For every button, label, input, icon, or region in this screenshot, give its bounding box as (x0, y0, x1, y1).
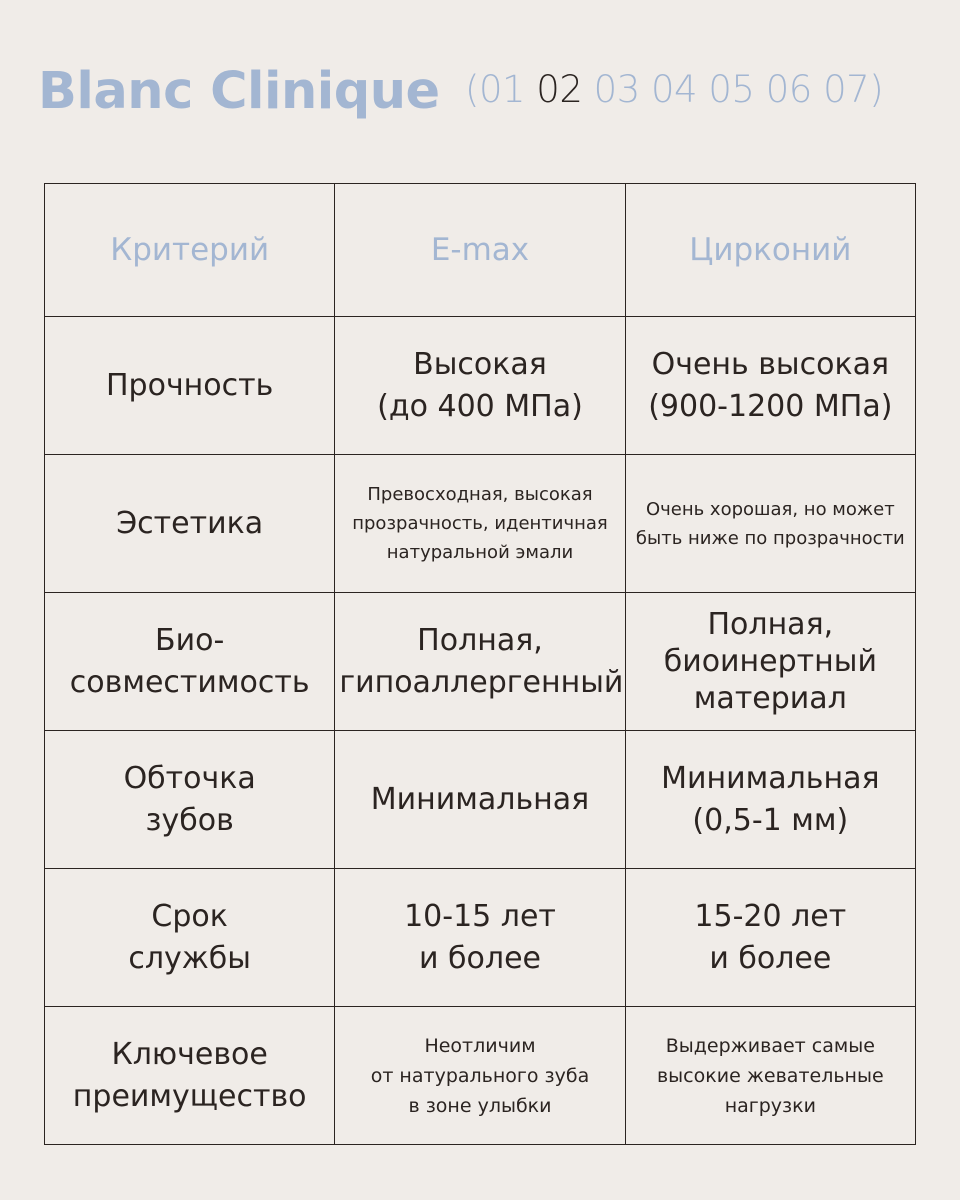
zirconia-text: Очень высокая (651, 346, 890, 382)
criterion-text: Эстетика (116, 505, 264, 541)
zirconia-text: быть ниже по прозрачности (635, 527, 905, 549)
emax-text: от натурального зуба (370, 1064, 590, 1087)
page-number-06: 06 (765, 68, 812, 111)
criterion-text: зубов (145, 802, 234, 838)
table-row (45, 731, 916, 869)
header-emax: E-max (335, 184, 625, 317)
emax-cell (335, 317, 625, 455)
criterion-cell (45, 317, 335, 455)
table-row (45, 593, 916, 731)
page-number-04: 04 (651, 68, 698, 111)
zirconia-cell (625, 317, 915, 455)
zirconia-text: Очень хорошая, но может (645, 498, 895, 520)
criterion-text: Прочность (106, 367, 274, 403)
criterion-text: Ключевое (111, 1036, 268, 1072)
emax-cell (335, 593, 625, 731)
comparison-table (44, 183, 916, 1145)
criterion-cell (45, 1007, 335, 1145)
zirconia-text: Выдерживает самые (665, 1034, 875, 1057)
criterion-text: службы (128, 940, 251, 976)
page-indicator-close: ) (869, 68, 884, 111)
emax-text: (до 400 МПа) (377, 388, 583, 424)
page-number-07: 07 (823, 68, 870, 111)
zirconia-text: Минимальная (661, 760, 880, 796)
table-row (45, 869, 916, 1007)
zirconia-text: материал (693, 681, 847, 716)
emax-text: натуральной эмали (386, 542, 574, 563)
emax-cell (335, 869, 625, 1007)
table-row (45, 1007, 916, 1145)
page-number-01: 01 (478, 68, 526, 111)
emax-text: Неотличим (424, 1034, 536, 1057)
zirconia-cell (625, 731, 915, 869)
zirconia-cell (625, 869, 915, 1007)
emax-text: гипоаллергенный (339, 664, 624, 700)
page-indicator-open: ( (465, 68, 479, 111)
emax-text: прозрачность, идентичная (352, 513, 608, 534)
brand-title: Blanc Clinique (38, 62, 440, 121)
zirconia-text: нагрузки (724, 1094, 816, 1117)
zirconia-text: (900-1200 МПа) (648, 388, 893, 424)
zirconia-cell (625, 1007, 915, 1145)
zirconia-text: 15-20 лет (694, 898, 847, 934)
criterion-text: Срок (151, 898, 228, 934)
header-criterion: Критерий (45, 184, 335, 317)
zirconia-text: биоинертный (663, 644, 877, 679)
criterion-cell (45, 869, 335, 1007)
zirconia-text: (0,5-1 мм) (692, 802, 849, 838)
header-zirconia: Цирконий (625, 184, 915, 317)
table-row (45, 455, 916, 593)
criterion-cell (45, 593, 335, 731)
criterion-text: Обточка (123, 760, 256, 796)
zirconia-cell (625, 593, 915, 731)
emax-text: Минимальная (370, 781, 590, 817)
criterion-cell (45, 731, 335, 869)
emax-cell (335, 1007, 625, 1145)
table-header-row (45, 184, 916, 317)
zirconia-text: высокие жевательные (656, 1064, 884, 1087)
page-indicator (465, 68, 884, 111)
criterion-text: Био- (155, 622, 225, 658)
emax-cell (335, 455, 625, 593)
emax-cell (335, 731, 625, 869)
page-number-05: 05 (708, 68, 755, 111)
emax-text: в зоне улыбки (408, 1094, 552, 1117)
emax-text: Полная, (417, 622, 543, 658)
criterion-text: преимущество (72, 1078, 307, 1114)
emax-text: Превосходная, высокая (367, 484, 593, 505)
zirconia-text: Полная, (707, 607, 834, 642)
page-number-03: 03 (593, 68, 640, 111)
zirconia-cell (625, 455, 915, 593)
criterion-cell (45, 455, 335, 593)
emax-text: Высокая (413, 346, 547, 382)
criterion-text: совместимость (69, 664, 310, 700)
zirconia-text: и более (709, 940, 832, 976)
emax-text: и более (419, 940, 541, 976)
emax-text: 10-15 лет (404, 898, 556, 934)
table-row (45, 317, 916, 455)
page-number-02-current: 02 (536, 68, 583, 111)
